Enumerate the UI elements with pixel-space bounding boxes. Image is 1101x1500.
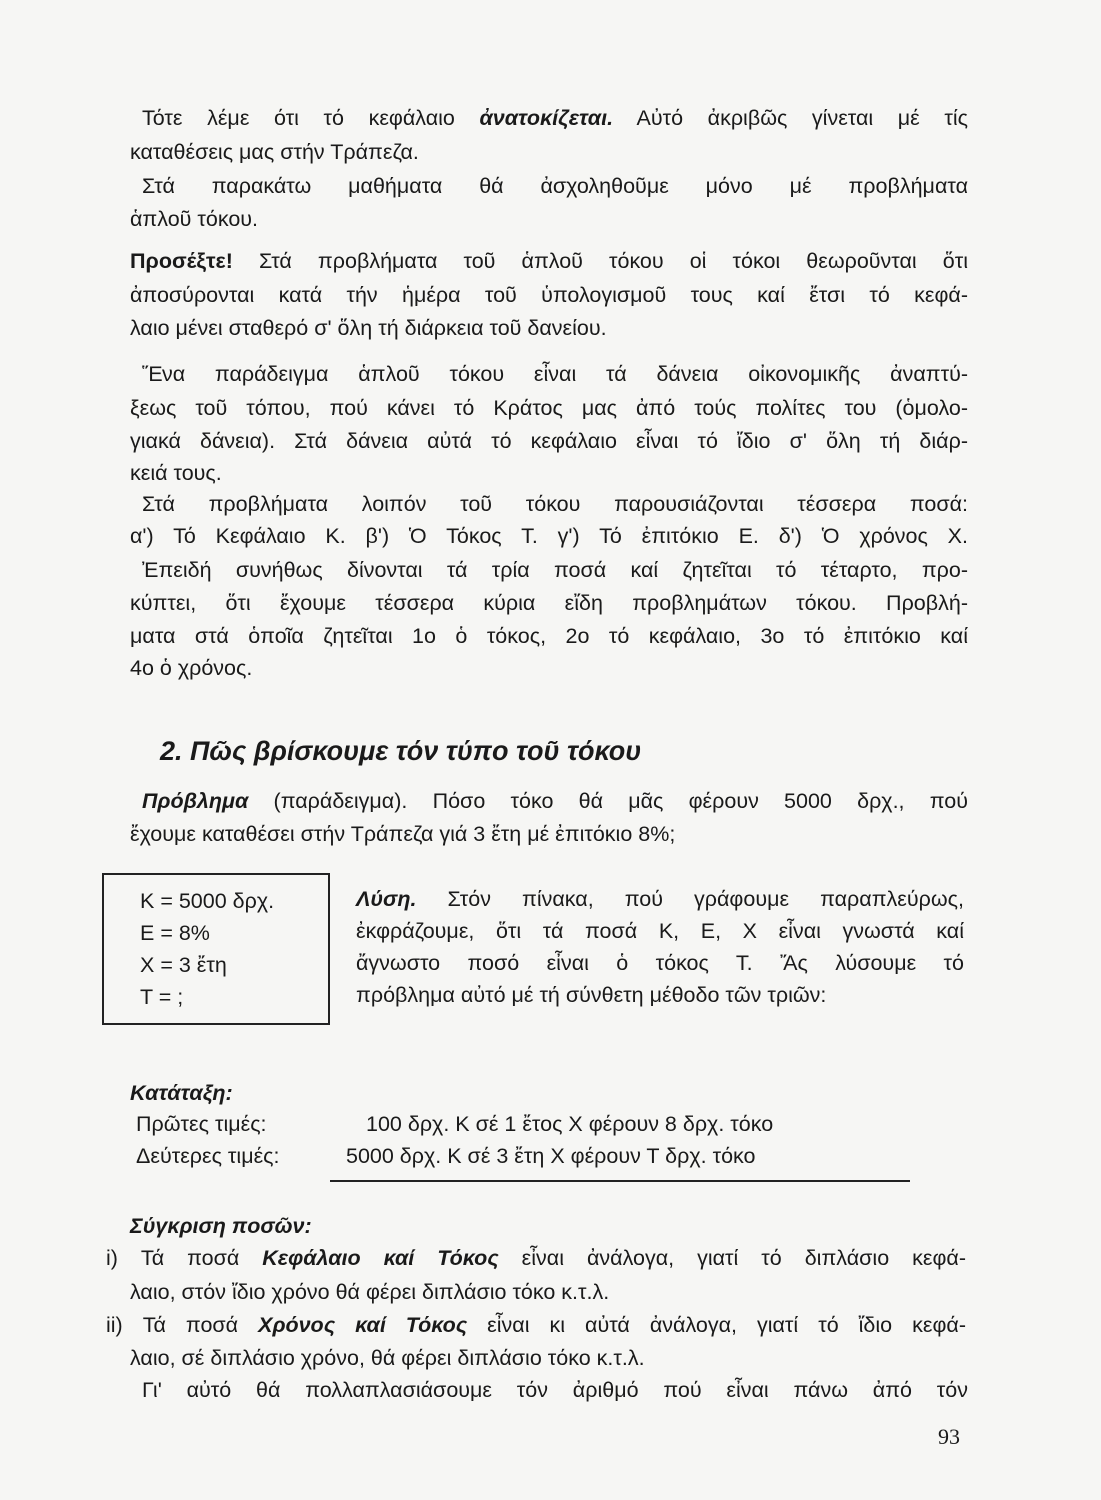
solution-line-1: Λύση. Στόν πίνακα, πού γράφουμε παραπλεύρως,: [356, 887, 964, 911]
example-line-1: Ἕνα παράδειγμα ἁπλοῦ τόκου εἶναι τά δάνεια οἰκονομικῆς ἀναπτύ-: [142, 362, 968, 386]
notice-label: Προσέξτε!: [130, 249, 233, 273]
example-line-3: γιακά δάνεια). Στά δάνεια αὐτά τό κεφάλαιο εἶναι τό ἴδιο σ' ὅλη τή διάρ-: [130, 429, 968, 453]
example-line-4: κειά τους.: [130, 461, 222, 485]
term-capital-interest: Κεφάλαιο καί Τόκος: [262, 1246, 499, 1270]
intro-line-4: ἁπλοῦ τόκου.: [130, 207, 259, 231]
comparison-item-ii-line-2: λαιο, σέ διπλάσιο χρόνο, θά φέρει διπλάσιο τόκο κ.τ.λ.: [130, 1346, 645, 1370]
comparison-item-i-line-2: λαιο, στόν ἴδιο χρόνο θά φέρει διπλάσιο τόκο κ.τ.λ.: [130, 1280, 610, 1304]
ranking-first-value: 100 δρχ. Κ σέ 1 ἔτος Χ φέρουν 8 δρχ. τόκο: [366, 1112, 774, 1136]
section-heading: 2. Πῶς βρίσκουμε τόν τύπο τοῦ τόκου: [160, 736, 642, 766]
solution-line-3: ἄγνωστο ποσό εἶναι ὁ τόκος Τ. Ἄς λύσουμε τό: [356, 951, 964, 975]
notice-line-1: Προσέξτε! Στά προβλήματα τοῦ ἁπλοῦ τόκου οἱ τόκοι θεωροῦνται ὅτι: [130, 249, 968, 273]
types-line-3: ματα στά ὁποῖα ζητεῖται 1ο ὁ τόκος, 2ο τό κεφάλαιο, 3ο τό ἐπιτόκιο καί: [130, 624, 968, 648]
term-compounded: ἀνατοκίζεται.: [479, 106, 614, 130]
notice-line-2: ἀποσύρονται κατά τήν ἡμέρα τοῦ ὑπολογισμοῦ τους καί ἔτσι τό κεφά-: [130, 283, 968, 307]
ranking-first-label: Πρῶτες τιμές:: [136, 1112, 267, 1136]
comparison-item-i: i) Τά ποσά Κεφάλαιο καί Τόκος εἶναι ἀνάλογα, γιατί τό διπλάσιο κεφά-: [106, 1246, 967, 1270]
givens-box: [102, 873, 330, 1025]
problem-line-2: ἔχουμε καταθέσει στήν Τράπεζα γιά 3 ἔτη μέ ἐπιτόκιο 8%;: [130, 822, 676, 846]
comparison-label: Σύγκριση ποσῶν:: [130, 1214, 312, 1238]
term-time-interest: Χρόνος καί Τόκος: [258, 1313, 468, 1337]
ranking-label: Κατάταξη:: [130, 1081, 233, 1105]
quantities-line-2: α') Τό Κεφάλαιο Κ. β') Ὁ Τόκος Τ. γ') Τό ἐπιτόκιο Ε. δ') Ὁ χρόνος Χ.: [130, 524, 968, 548]
ranking-second-value: 5000 δρχ. Κ σέ 3 ἔτη Χ φέρουν Τ δρχ. τόκο: [346, 1144, 756, 1168]
example-line-2: ξεως τοῦ τόπου, πού κάνει τό Κράτος μας ἀπό τούς πολίτες του (ὁμολο-: [130, 396, 968, 420]
page-number: 93: [938, 1424, 960, 1449]
ranking-second-label: Δεύτερες τιμές:: [136, 1144, 280, 1168]
given-time: Χ = 3 ἔτη: [140, 953, 227, 977]
solution-label: Λύση.: [356, 887, 417, 911]
given-interest: Τ = ;: [140, 985, 184, 1009]
comparison-item-ii: ii) Τά ποσά Χρόνος καί Τόκος εἶναι κι αὐτά ἀνάλογα, γιατί τό ἴδιο κεφά-: [106, 1313, 966, 1337]
given-capital: Κ = 5000 δρχ.: [140, 889, 275, 913]
closing-line: Γι' αὐτό θά πολλαπλασιάσουμε τόν ἀριθμό πού εἶναι πάνω ἀπό τόν: [142, 1378, 968, 1402]
quantities-line-1: Στά προβλήματα λοιπόν τοῦ τόκου παρουσιάζονται τέσσερα ποσά:: [142, 492, 968, 516]
intro-line-1: Τότε λέμε ότι τό κεφάλαιο ἀνατοκίζεται. Αὐτό ἀκριβῶς γίνεται μέ τίς: [142, 106, 968, 130]
notice-line-3: λαιο μένει σταθερό σ' ὅλη τή διάρκεια τοῦ δανείου.: [130, 316, 607, 340]
types-line-4: 4ο ὁ χρόνος.: [130, 656, 253, 680]
intro-line-3: Στά παρακάτω μαθήματα θά ἀσχοληθοῦμε μόνο μέ προβλήματα: [142, 174, 968, 198]
ranking-divider: [330, 1180, 910, 1182]
problem-label: Πρόβλημα: [142, 789, 249, 813]
intro-line-2: καταθέσεις μας στήν Τράπεζα.: [130, 140, 419, 164]
types-line-2: κύπτει, ὅτι ἔχουμε τέσσερα κύρια εἴδη προβλημάτων τόκου. Προβλή-: [130, 591, 968, 615]
solution-line-4: πρόβλημα αὐτό μέ τή σύνθετη μέθοδο τῶν τριῶν:: [356, 983, 827, 1007]
given-rate: Ε = 8%: [140, 921, 210, 945]
types-line-1: Ἐπειδή συνήθως δίνονται τά τρία ποσά καί ζητεῖται τό τέταρτο, προ-: [142, 558, 968, 582]
solution-line-2: ἐκφράζουμε, ὅτι τά ποσά Κ, Ε, Χ εἶναι γνωστά καί: [356, 919, 964, 943]
problem-line-1: Πρόβλημα (παράδειγμα). Πόσο τόκο θά μᾶς φέρουν 5000 δρχ., πού: [142, 789, 968, 813]
